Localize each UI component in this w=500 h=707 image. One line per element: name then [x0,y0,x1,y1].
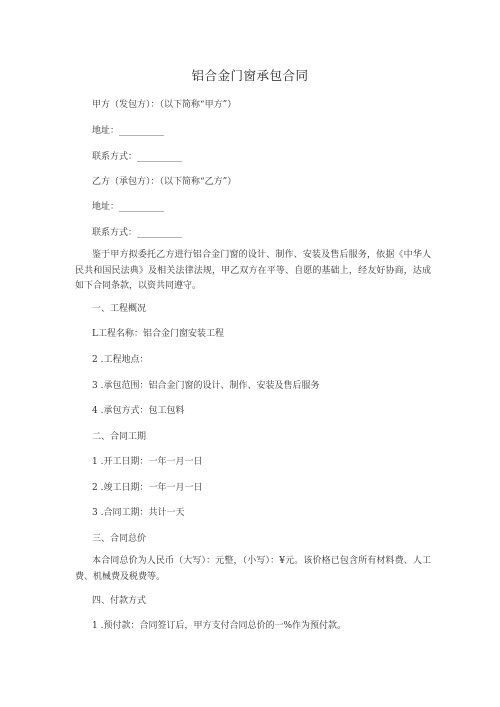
party-b-line: 乙方（承包方）：（以下简称“乙方”） [92,177,237,187]
document-title: 铝合金门窗承包合同 [191,68,309,83]
party-b-address: 地址：__________ [92,202,165,212]
s2-item-2: 2 .竣工日期：一年一月一日 [92,483,203,493]
s1-item-2: 2 .工程地点： [92,355,149,365]
section-3-heading: 三、合同总价 [92,534,147,544]
s1-item-3: 3 .承包范围：铝合金门窗的设计、制作、安装及售后服务 [92,381,320,391]
party-b-contact: 联系方式：__________ [92,228,183,238]
section-1-heading: 一、工程概况 [92,304,147,314]
s2-item-1: 1 .开工日期：一年一月一日 [92,457,203,467]
party-a-address: 地址：__________ [92,126,165,136]
section-3-paragraph: 本合同总价为人民币（大写）：元整，（小写）：¥元。该价格已包含所有材料费、人工费、机械费及税费等。 [75,556,431,582]
party-a-line: 甲方（发包方）：（以下简称“甲方”） [92,100,237,110]
section-4-heading: 四、付款方式 [92,596,147,606]
s2-item-3: 3 .合同工期：共计一天 [92,508,185,518]
s1-item-1: L工程名称：铝合金门窗安装工程 [92,329,224,339]
section-2-heading: 二、合同工期 [92,432,147,442]
preamble-paragraph: 鉴于甲方拟委托乙方进行铝合金门窗的设计、制作、安装及售后服务，依据《中华人民共和国民法典》及相关法律法规，甲乙双方在平等、自愿的基础上，经友好协商，达成如下合同条款，以资共同遵守。 [75,250,431,291]
s4-item-1: 1 .预付款：合同签订后，甲方支付合同总价的一%作为预付款。 [92,621,347,631]
party-a-contact: 联系方式：__________ [92,152,183,162]
s1-item-4: 4 .承包方式：包工包料 [92,406,185,416]
